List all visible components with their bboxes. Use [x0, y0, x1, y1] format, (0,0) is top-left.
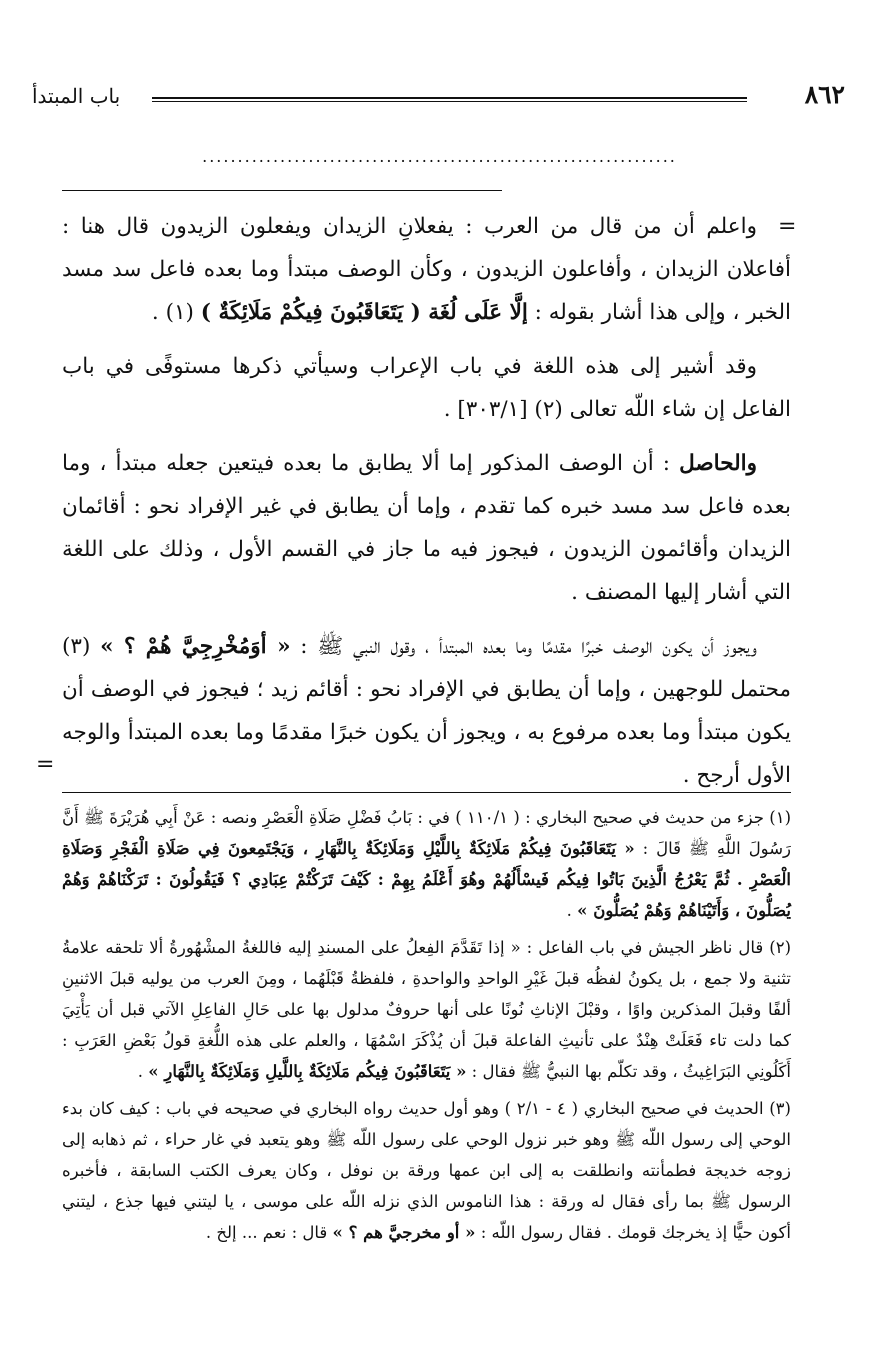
paragraph-4	[62, 625, 791, 797]
paragraph-2: وقد أشير إلى هذه اللغة في باب الإعراب وسيأتي ذكرها مستوفًى في باب الفاعل إن شاء اللّه تعالى (٢) [٣٠٣/١] .	[62, 354, 791, 422]
chapter-title: باب المبتدأ	[32, 84, 121, 108]
footnote-ref-1: (١) .	[151, 300, 194, 325]
quoted-verse: إلَّا عَلَى لُغَة ( يَتَعَاقَبُونَ فِيكُمْ مَلَائِكَةٌ )	[200, 300, 528, 325]
footnote-2-end: .	[137, 1062, 144, 1081]
paragraph-4-continuation: (٣) محتمل للوجهين ، وإما أن يطابق في الإفراد نحو : أقائم زيد ؛ فيجوز في الوصف أن يكون مبتدأ وما بعده مرفوع به ، ويجوز أن يكون خبرًا مقدمًا وما بعده المبتدأ والوجه الأول أرجح .	[62, 634, 791, 788]
header-rule	[152, 97, 747, 102]
footnote-3-text: (٣) الحديث في صحيح البخاري ( ٤ - ٢/١ ) وهو أول حديث رواه البخاري في صحيحه في باب : كيف كان بدء الوحي إلى رسول اللّه ﷺ وهو خبر نزول الوحي على رسول اللّه ﷺ وهو يتعبد في غار حراء ، ثم ذهابه إلى زوجه خديجة فطمأنته وانطلقت به إلى ابن عمها ورقة بن نوفل ، وكان يعرف الكتب السابقة ، فأخبره الرسول ﷺ بما رأى فقال له ورقة : هذا الناموس الذي نزله اللّه على موسى ، يا ليتني فيها جذع ، ليتني أكون حيًّا إذ يخرجك قومك . فقال رسول اللّه :	[62, 1099, 791, 1242]
paragraph-3-text: : أن الوصف المذكور إما ألا يطابق ما بعده فيتعين جعله مبتدأ ، وما بعده فاعل سد مسد خبره كما تقدم ، وإما أن يطابق في غير الإفراد نحو : أقائمان الزيدان وأقائمون الزيدون ، فيجوز فيه ما جاز في القسم الأول ، وذلك على اللغة التي أشار إليها المصنف .	[62, 451, 791, 605]
paragraph-4-text: ويجوز أن يكون الوصف خبرًا مقدمًا وما بعده المبتدأ ، وقول النبي ﷺ :	[300, 634, 757, 659]
paragraph-1	[62, 205, 791, 334]
margin-mark-bottom: =	[36, 752, 55, 777]
footnote-rule	[62, 792, 791, 793]
footnote-1-text: (١) جزء من حديث في صحيح البخاري : ( ١١٠/١ ) في : بَابُ فَضْلِ صَلَاةِ الْعَصْرِ ونصه : عَنْ أَبِي هُرَيْرَةَ ﷺ أَنَّ رَسُولَ اللَّهِ ﷺ قَالَ :	[62, 808, 791, 858]
paragraph-3	[62, 442, 791, 614]
footnote-2-hadith: « يَتَعَاقَبُونَ فِيكُم مَلَائِكَةٌ بِاللَّيلِ وَمَلَائِكَةٌ بِالنَّهَارِ »	[148, 1062, 467, 1081]
footnote-1-hadith: « يَتَعَاقَبُونَ فِيكُمْ مَلَائِكَةٌ بِاللَّيْلِ وَمَلَائِكَةٌ بِالنَّهَارِ ، وَيَجْتَمِعونَ فِي صَلَاةِ الْفَجْرِ وَصَلَاةِ الْعَصْرِ . ثُمَّ يَعْرُجُ الَّذِينَ بَاتُوا فِيكُم فَيسْأَلُهُمْ وهُوَ أَعْلَمُ بِهِمْ : كَيْفَ تَرَكْتُمْ عِبَادِي ؟ فَيَقُولُونَ : تَرَكْنَاهُمْ وَهُمْ يُصَلُّونَ ، وَأَتَيْنَاهُمْ وَهُمْ يُصَلُّونَ »	[62, 839, 791, 920]
margin-mark-top: =	[778, 214, 797, 239]
footnote-3-hadith: « أو مخرجيَّ هم ؟ »	[332, 1223, 476, 1242]
main-text	[62, 205, 791, 808]
paragraph-1-text: واعلم أن من قال من العرب : يفعلانِ الزيدان ويفعلون الزيدون قال هنا : أفاعلان الزيدان ، وأفاعلون الزيدون ، وكأن الوصف مبتدأ وما بعده فاعل سد مسد الخبر ، وإلى هذا أشار بقوله :	[62, 214, 791, 325]
footnote-1	[62, 802, 791, 926]
footnote-2-text: (٢) قال ناظر الجيش في باب الفاعل : « إذا تَقَدَّمَ الفِعلُ على المسندِ إليه فاللغةُ المشْهُورةُ ألا تلحقه علامةُ تثنية ولا جمع ، بل يكونُ لفظُه قبلَ غَيْرِ الواحدِ والواحدةِ ، فلفظةُ قَبْلَهُما ، ومِنَ العرب من يوليه قبلَ الاثنينِ ألفًا وقبلَ المذكرين واوًا ، وقبْلَ الإناثِ نُونًا على أنها حروفٌ مدلول بها على حَالِ الفاعِلِ الآتي قبل أن يَأْتِيَ كما دلت تاء فَعَلَتْ هِنْدٌ على تأنيثِ الفاعلة قبلَ أن يُذْكَرَ اسْمُهَا ، والعلم على هذه اللُّغةِ قولُ بَعْضِ العَرَبِ : أَكَلُونِي البَرَاغِيثُ ، وقد تكلّم بها النبيُّ ﷺ فقال :	[62, 938, 791, 1081]
footnote-1-end: .	[566, 901, 572, 920]
footnotes	[62, 802, 791, 1254]
footnote-2	[62, 932, 791, 1087]
continuation-rule	[62, 190, 502, 191]
dotted-separator: ...................................................................	[202, 147, 677, 166]
running-header	[32, 78, 847, 114]
footnote-3-end: قال : نعم ... إلخ .	[205, 1223, 328, 1242]
hadith-quote: « أوَمُخْرِجِيَّ هُمْ ؟ »	[100, 634, 291, 659]
summary-heading: والحاصل	[679, 451, 757, 476]
footnote-3	[62, 1093, 791, 1248]
page-number: ٨٦٢	[804, 80, 845, 109]
